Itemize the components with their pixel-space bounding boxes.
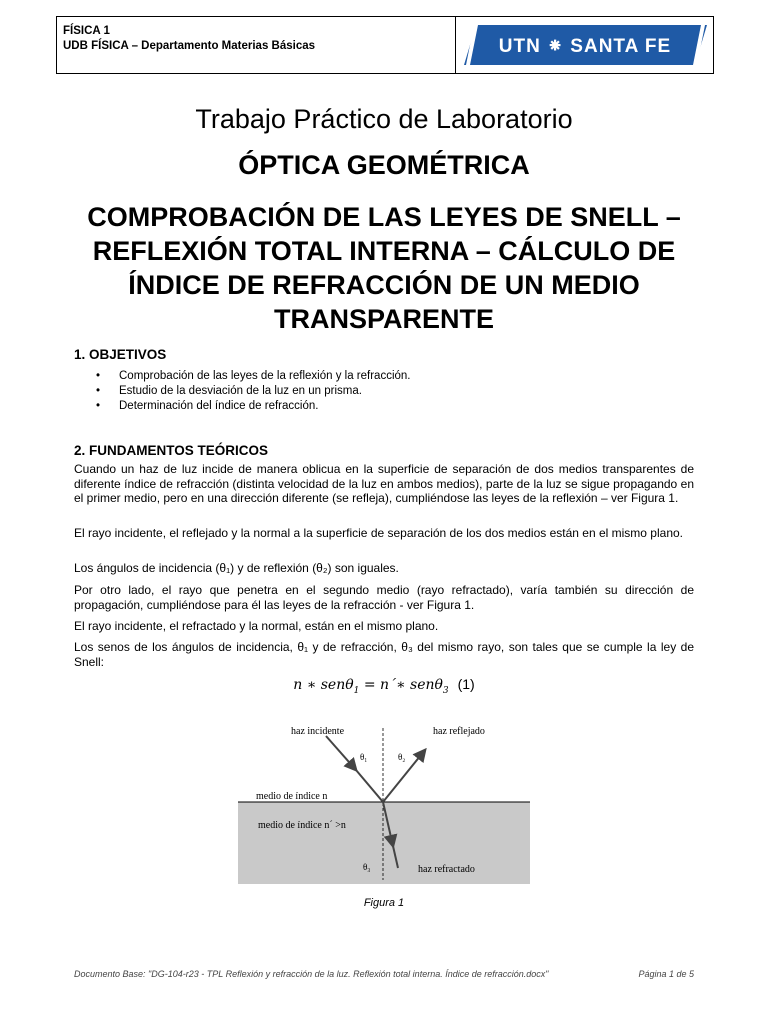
label-theta1: θ₁ [360,752,368,762]
header-logo-cell [456,17,713,73]
logo-text: UTN ⁕ SANTA FE [498,36,672,57]
label-theta2: θ₂ [398,752,406,762]
label-medium-1: medio de índice n [256,791,328,802]
header-box [56,16,714,74]
label-theta3: θ₃ [363,862,371,872]
doc-subject: ÓPTICA GEOMÉTRICA [238,150,530,180]
incident-ray-arrow [326,736,356,770]
label-refracted: haz refractado [418,864,475,875]
page-footer [74,969,694,979]
equation-sub-3: 3 [442,685,449,696]
utn-logo [464,25,707,65]
footer-page-number: Página 1 de 5 [638,969,694,979]
course-name: FÍSICA 1 [63,25,110,37]
paragraph: El rayo incidente, el reflejado y la normal a la superficie de separación de los dos medios están en el mismo plano. [74,526,683,540]
label-reflected: haz reflejado [433,726,485,737]
label-incident: haz incidente [291,726,345,737]
equation-lhs: n ∗ senθ [293,677,354,693]
paragraph: Por otro lado, el rayo que penetra en el segundo medio (rayo refractado), varía también su dirección de propagación, cumpliéndose para él las leyes de la refracción - ver Figura 1. [74,583,694,612]
footer-document: Documento Base: "DG-104-r23 - TPL Reflexión y refracción de la luz. Reflexión total interna. Índice de refracción.docx" [74,969,549,979]
equation-sub-1: 1 [353,685,360,696]
department-name: UDB FÍSICA – Departamento Materias Básicas [63,40,316,52]
paragraph: Los senos de los ángulos de incidencia, θ₁ y de refracción, θ₃ del mismo rayo, son tales que se cumple la ley de Snell: [74,640,694,669]
equation-rhs: = n´∗ senθ [359,677,443,693]
list-item: • Comprobación de las leyes de la reflexión y la refracción. [74,369,410,384]
doc-title: Trabajo Práctico de Laboratorio [195,104,573,134]
paragraph: Los ángulos de incidencia (θ₁) y de reflexión (θ₂) son iguales. [74,561,399,575]
refraction-figure [238,720,530,888]
snell-equation [0,676,768,696]
incident-ray [356,770,383,802]
header-info [57,17,456,73]
medium-2-region [238,802,530,884]
figure-caption: Figura 1 [363,897,405,909]
paragraph: El rayo incidente, el refractado y la normal, están en el mismo plano. [74,619,439,633]
section-heading-fundamentos: 2. FUNDAMENTOS TEÓRICOS [74,443,269,458]
objectives-list [74,369,410,414]
section-heading-objetivos: 1. OBJETIVOS [74,347,167,362]
doc-subtitle: COMPROBACIÓN DE LAS LEYES DE SNELL – REFLEXIÓN TOTAL INTERNA – CÁLCULO DE ÍNDICE DE REFRACCIÓN DE UN MEDIO TRANSPARENTE [87,202,681,334]
list-item: • Estudio de la desviación de la luz en un prisma. [74,384,410,399]
label-medium-2: medio de índice n´ >n [258,820,346,831]
list-item: • Determinación del índice de refracción. [74,399,410,414]
equation-number: (1) [457,676,475,692]
paragraph: Cuando un haz de luz incide de manera oblicua en la superficie de separación de dos medios transparentes de diferente índice de refracción (distinta velocidad de la luz en ambos medios), parte de la luz se sigue propagando en el primer medio, pero en una dirección diferente (se refleja), cumpliéndose las leyes de la reflexión – ver Figura 1. [74,462,694,505]
